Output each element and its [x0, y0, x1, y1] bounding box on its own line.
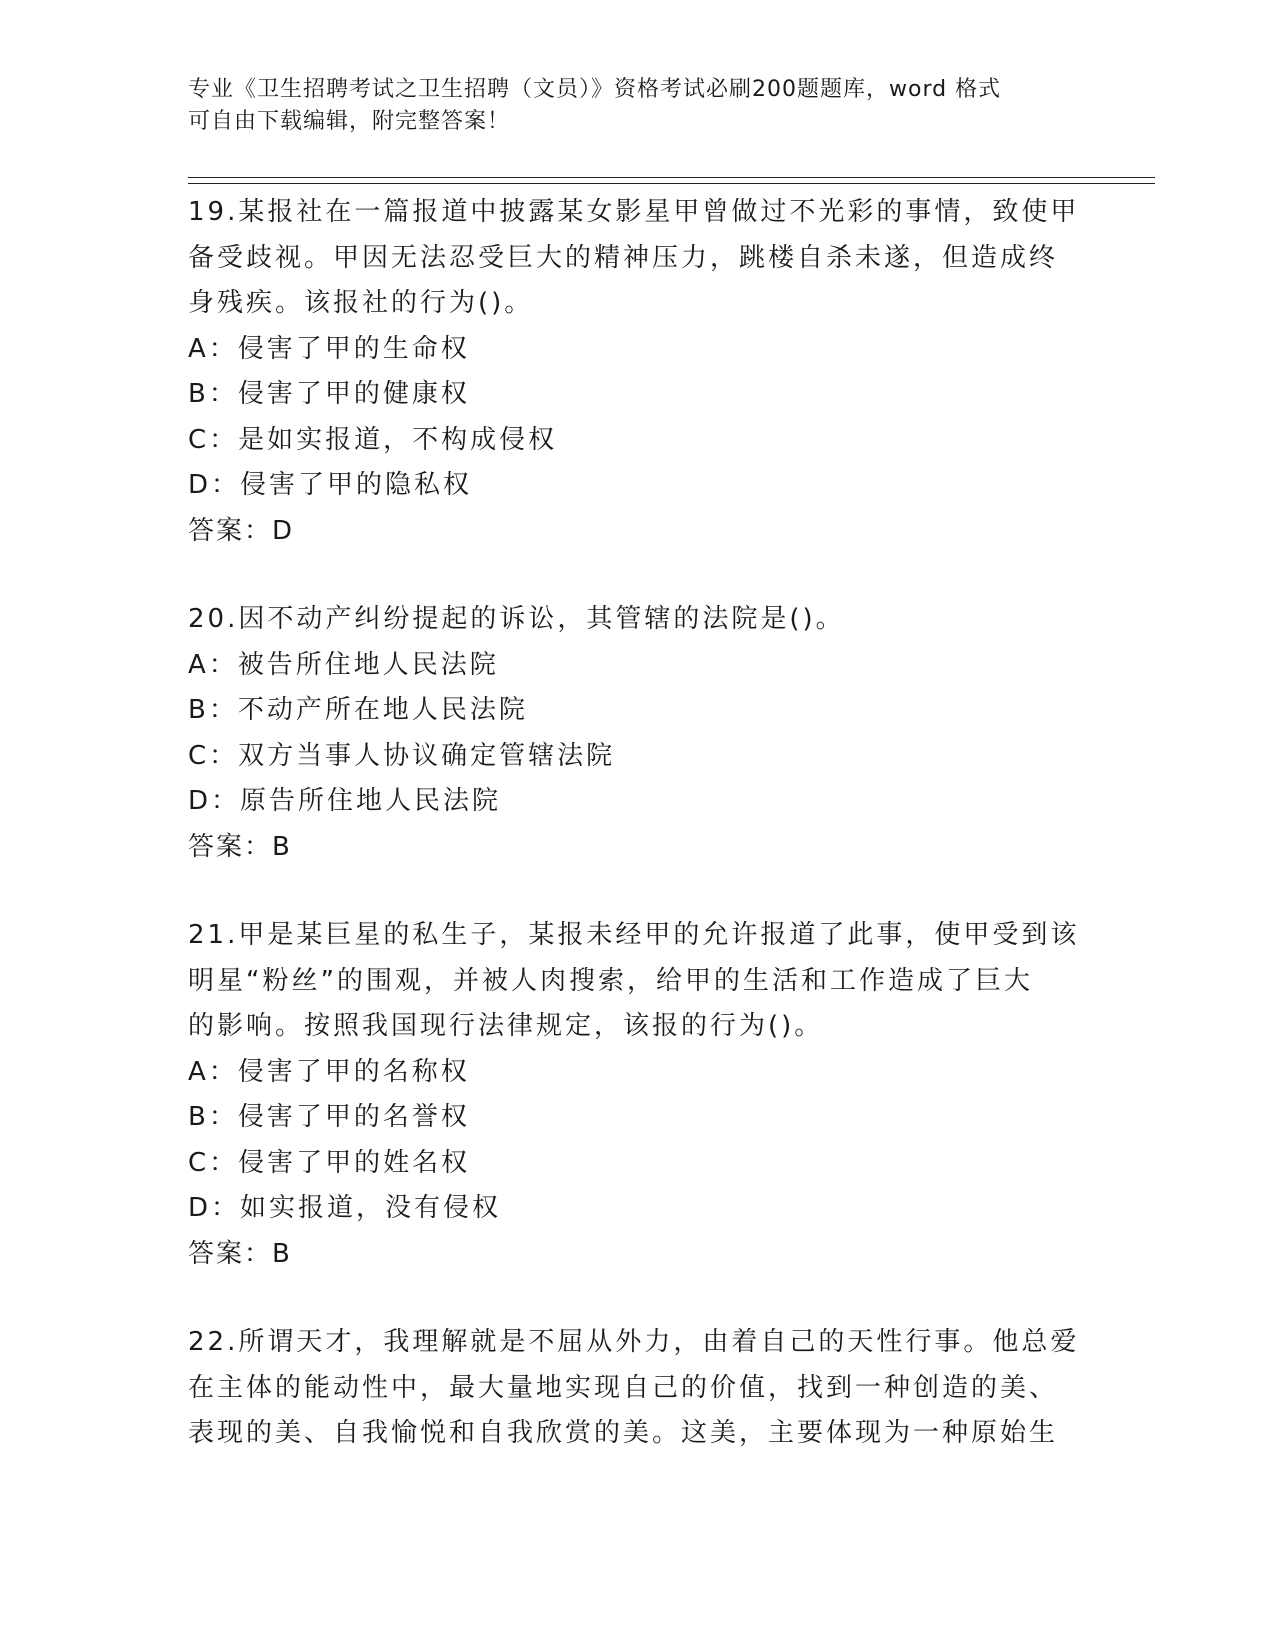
- option-d: D：如实报道，没有侵权: [188, 1193, 502, 1223]
- option-b: B：侵害了甲的名誉权: [188, 1102, 470, 1132]
- option-d: D：侵害了甲的隐私权: [188, 470, 473, 500]
- question-spacer: [188, 1277, 1088, 1320]
- header-line-2: 可自由下载编辑，附完整答案！: [188, 109, 511, 134]
- question-list: [188, 190, 1088, 1457]
- option-c: C：是如实报道，不构成侵权: [188, 424, 558, 455]
- question-21: [188, 913, 1088, 1277]
- option-c: C：侵害了甲的姓名权: [188, 1147, 471, 1178]
- answer-line: 答案：D: [188, 515, 295, 546]
- question-stem-line: 明星“粉丝”的围观，并被人肉搜索，给甲的生活和工作造成了巨大: [188, 965, 1033, 996]
- question-stem-line: 在主体的能动性中，最大量地实现自己的价值，找到一种创造的美、: [188, 1372, 1059, 1403]
- option-d: D：原告所住地人民法院: [188, 786, 502, 816]
- option-c: C：双方当事人协议确定管辖法院: [188, 740, 616, 771]
- document-header: [188, 74, 1088, 138]
- question-20: [188, 597, 1088, 870]
- answer-line: 答案：B: [188, 1238, 292, 1269]
- question-stem-line: 的影响。按照我国现行法律规定，该报的行为()。: [188, 1011, 824, 1041]
- answer-line: 答案：B: [188, 831, 292, 862]
- question-19: [188, 190, 1088, 554]
- question-stem-line: 身残疾。该报社的行为()。: [188, 288, 534, 318]
- question-stem-line: 20.因不动产纠纷提起的诉讼，其管辖的法院是()。: [188, 604, 845, 634]
- header-divider-bottom: [188, 183, 1155, 184]
- option-a: A：侵害了甲的名称权: [188, 1056, 470, 1087]
- option-b: B：不动产所在地人民法院: [188, 695, 528, 725]
- question-spacer: [188, 870, 1088, 913]
- header-line-1: 专业《卫生招聘考试之卫生招聘（文员）》资格考试必刷200题题库，word 格式: [188, 77, 1002, 102]
- option-a: A：被告所住地人民法院: [188, 649, 499, 680]
- question-stem-line: 表现的美、自我愉悦和自我欣赏的美。这美，主要体现为一种原始生: [188, 1418, 1059, 1448]
- question-stem-line: 19.某报社在一篇报道中披露某女影星甲曾做过不光彩的事情，致使甲: [188, 197, 1080, 227]
- header-divider-top: [188, 177, 1155, 178]
- option-a: A：侵害了甲的生命权: [188, 333, 470, 364]
- question-stem-line: 22.所谓天才，我理解就是不屈从外力，由着自己的天性行事。他总爱: [188, 1327, 1080, 1357]
- question-stem-line: 备受歧视。甲因无法忍受巨大的精神压力，跳楼自杀未遂，但造成终: [188, 242, 1059, 273]
- question-22: [188, 1320, 1088, 1457]
- option-b: B：侵害了甲的健康权: [188, 379, 470, 409]
- question-spacer: [188, 554, 1088, 597]
- question-stem-line: 21.甲是某巨星的私生子，某报未经甲的允许报道了此事，使甲受到该: [188, 920, 1080, 950]
